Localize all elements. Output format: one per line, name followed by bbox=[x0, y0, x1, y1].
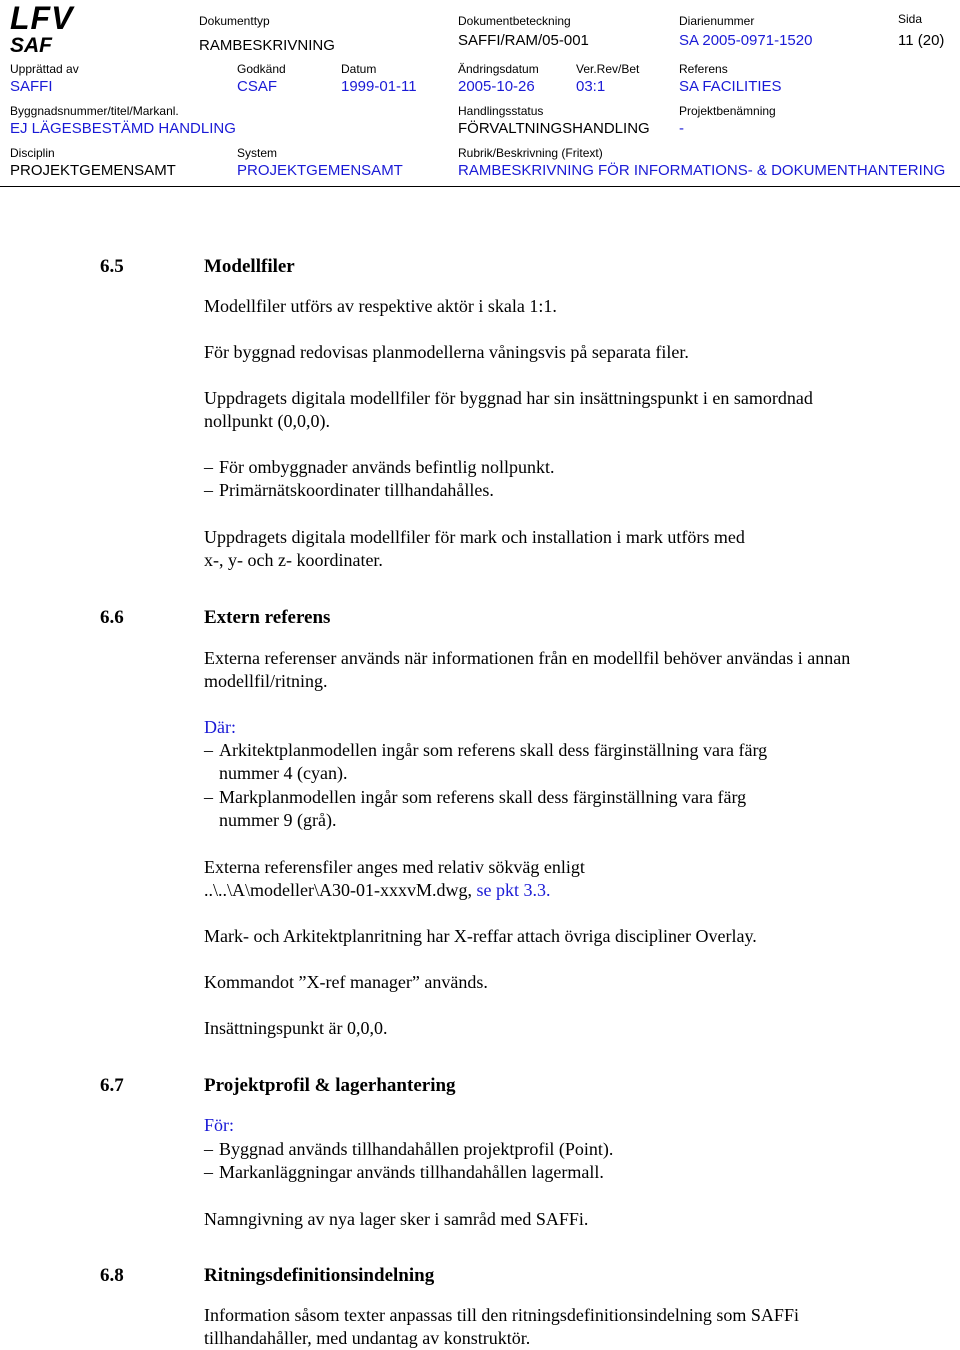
projektbenamning-label: Projektbenämning bbox=[679, 104, 776, 118]
dokumenttyp-label: Dokumenttyp bbox=[199, 14, 270, 28]
revbet-value: 03:1 bbox=[576, 78, 606, 95]
rubrik-value: RAMBESKRIVNING FÖR INFORMATIONS- & DOKUMENTHANTERING bbox=[458, 162, 946, 179]
bullet-text: För ombyggnader används befintlig nollpunkt. bbox=[219, 457, 555, 477]
bullet-dash: – bbox=[204, 457, 213, 477]
for-label: För: bbox=[204, 1115, 235, 1135]
paragraph: Insättningspunkt är 0,0,0. bbox=[204, 1018, 388, 1038]
diarienummer-value: SA 2005-0971-1520 bbox=[679, 32, 813, 49]
referens-value: SA FACILITIES bbox=[679, 78, 782, 95]
bullet-text: Arkitektplanmodellen ingår som referens skall dess färginställning vara färg bbox=[219, 740, 768, 760]
upprattad-value: SAFFI bbox=[10, 78, 53, 95]
lfv-logo: LFV bbox=[10, 0, 74, 36]
sida-value: 11 (20) bbox=[898, 32, 945, 49]
bullet-dash: – bbox=[204, 1162, 213, 1182]
dokumentbeteckning-value: SAFFI/RAM/05-001 bbox=[458, 32, 589, 49]
bullet-dash: – bbox=[204, 787, 213, 807]
upprattad-label: Upprättad av bbox=[10, 62, 79, 76]
saf-logo: SAF bbox=[10, 34, 52, 57]
section-number: 6.5 bbox=[100, 256, 124, 277]
bullet-text: Markanläggningar används tillhandahållen lagermall. bbox=[219, 1162, 604, 1182]
andringsdatum-value: 2005-10-26 bbox=[458, 78, 535, 95]
dokumenttyp-value: RAMBESKRIVNING bbox=[199, 37, 335, 54]
paragraph: Kommandot ”X-ref manager” används. bbox=[204, 972, 488, 992]
paragraph: Modellfiler utförs av respektive aktör i skala 1:1. bbox=[204, 296, 557, 316]
paragraph: Information såsom texter anpassas till den ritningsdefinitionsindelning som SAFFi bbox=[204, 1305, 799, 1325]
handlingsstatus-value: FÖRVALTNINGSHANDLING bbox=[458, 120, 650, 137]
dar-label: Där: bbox=[204, 717, 236, 737]
paragraph: Externa referensfiler anges med relativ sökväg enligt bbox=[204, 857, 585, 877]
section-title: Extern referens bbox=[204, 607, 331, 628]
section-number: 6.7 bbox=[100, 1075, 124, 1096]
sida-label: Sida bbox=[898, 12, 923, 26]
section-title: Ritningsdefinitionsindelning bbox=[204, 1265, 435, 1286]
paragraph: Mark- och Arkitektplanritning har X-reffar attach övriga discipliner Overlay. bbox=[204, 926, 757, 946]
path-text: ..\..\A\modeller\A30-01-xxxvM.dwg, bbox=[204, 880, 472, 900]
paragraph: tillhandahåller, med undantag av konstruktör. bbox=[204, 1328, 531, 1348]
bullet-text: Markplanmodellen ingår som referens skall dess färginställning vara färg bbox=[219, 787, 747, 807]
section-number: 6.8 bbox=[100, 1265, 124, 1286]
paragraph: modellfil/ritning. bbox=[204, 671, 328, 691]
disciplin-label: Disciplin bbox=[10, 146, 55, 160]
bullet-text: nummer 9 (grå). bbox=[219, 810, 337, 830]
diarienummer-label: Diarienummer bbox=[679, 14, 755, 28]
paragraph: Namngivning av nya lager sker i samråd med SAFFi. bbox=[204, 1209, 589, 1229]
disciplin-value: PROJEKTGEMENSAMT bbox=[10, 162, 176, 179]
paragraph: Externa referenser används när informationen från en modellfil behöver användas i annan bbox=[204, 648, 851, 668]
bullet-text: Primärnätskoordinater tillhandahålles. bbox=[219, 480, 494, 500]
rubrik-label: Rubrik/Beskrivning (Fritext) bbox=[458, 146, 603, 160]
bullet-dash: – bbox=[204, 740, 213, 760]
section-title: Modellfiler bbox=[204, 256, 295, 277]
bullet-dash: – bbox=[204, 480, 213, 500]
section-number: 6.6 bbox=[100, 607, 124, 628]
datum-label: Datum bbox=[341, 62, 377, 76]
system-value: PROJEKTGEMENSAMT bbox=[237, 162, 403, 179]
paragraph: Uppdragets digitala modellfiler för mark och installation i mark utförs med bbox=[204, 527, 745, 547]
paragraph: x-, y- och z- koordinater. bbox=[204, 550, 383, 570]
bullet-text: nummer 4 (cyan). bbox=[219, 763, 348, 783]
paragraph: Uppdragets digitala modellfiler för byggnad har sin insättningspunkt i en samordnad bbox=[204, 388, 813, 408]
paragraph: nollpunkt (0,0,0). bbox=[204, 411, 330, 431]
system-label: System bbox=[237, 146, 278, 160]
bullet-text: Byggnad används tillhandahållen projektprofil (Point). bbox=[219, 1139, 614, 1159]
godkand-label: Godkänd bbox=[237, 62, 286, 76]
path-line bbox=[204, 879, 550, 902]
referens-label: Referens bbox=[679, 62, 728, 76]
revbet-label: Ver.Rev/Bet bbox=[576, 62, 640, 76]
handlingsstatus-label: Handlingsstatus bbox=[458, 104, 544, 118]
datum-value: 1999-01-11 bbox=[341, 78, 417, 95]
header-divider bbox=[0, 186, 960, 187]
section-title: Projektprofil & lagerhantering bbox=[204, 1075, 456, 1096]
andringsdatum-label: Ändringsdatum bbox=[458, 62, 539, 76]
dokumentbeteckning-label: Dokumentbeteckning bbox=[458, 14, 571, 28]
byggnad-value: EJ LÄGESBESTÄMD HANDLING bbox=[10, 120, 236, 137]
godkand-value: CSAF bbox=[237, 78, 278, 95]
bullet-dash: – bbox=[204, 1139, 213, 1159]
projektbenamning-value: - bbox=[679, 120, 684, 137]
byggnad-label: Byggnadsnummer/titel/Markanl. bbox=[10, 104, 179, 118]
section-reference-link[interactable]: se pkt 3.3. bbox=[476, 880, 551, 900]
paragraph: För byggnad redovisas planmodellerna våningsvis på separata filer. bbox=[204, 342, 689, 362]
